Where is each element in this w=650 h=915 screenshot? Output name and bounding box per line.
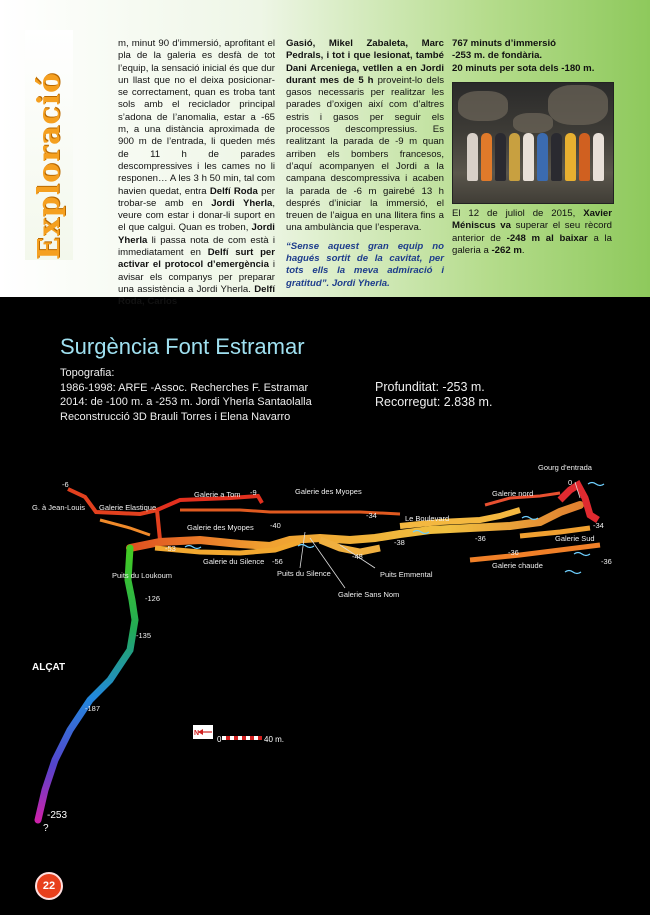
label-m40: -40 [270, 521, 281, 530]
label-myopes-1: Galerie des Myopes [295, 487, 362, 496]
text-column-3: 767 minuts d’immersió -253 m. de fondària. 20 minuts per sota dels -180 m. El 12 de juliol de 2015, Xavier Méniscus va superar el seu rècord anterior de -248 m al baixar a la galeria a -262 m. [452, 38, 613, 256]
scale-bar [193, 725, 284, 744]
label-puits-silence: Puits du Silence [277, 569, 331, 578]
label-m56: -56 [272, 557, 283, 566]
label-zero: 0 [568, 478, 573, 487]
text-column-2: Gasió, Mikel Zabaleta, Marc Pedrals, i tot i que lesionat, també Dani Arceniega, vetllen a en Jordi durant mes de 5 h proveint-lo dels gasos necessaris per realitzar les parades d’oxigen així com d’altres estris i gasos per seguir els processos descompressius. Es realitzant la parada de -9 m quan arriben els bombers francesos, d’aquí acompanyen el Jordi a la campana descompressiva i acaben la parada de -6 m gairebé 13 h després d’iniciar la immersió, el treuen de l’aigua en una llitera fins a una ambulància que l’esperava. “Sense aquest gran equip no hagués sortit de la cavitat, per tots ells la meva admiració i gratitud”. Jordi Yherla. [286, 38, 444, 289]
label-jean-louis: G. à Jean-Louis [32, 503, 85, 512]
label-m38: -38 [394, 538, 405, 547]
label-boulevard: Le Boulevard [405, 514, 450, 523]
label-question: ? [43, 823, 49, 834]
label-m9: -9 [250, 488, 257, 497]
north-arrow-label: N [194, 730, 200, 737]
label-sans-nom: Galerie Sans Nom [338, 590, 400, 599]
label-silence: Galerie du Silence [203, 557, 265, 566]
text-column-1: m, minut 90 d’immersió, aprofitant el pla de la galeria es desfà de tot l’equip, la sensació inicial és que dur un llast que no el deixa posicionar-se correctament, quan es troba tant sols amb el reciclador principal s’adona de l’anomalia, estar a -65 m, a una distància aproximada de 900 m de l’entrada, li queden més de 11 h de parades descompressives i les cames no li responen… A les 3 h 50 min, tal com havien quedat, entra Delfí Roda per trobar-se amb en Jordi Yherla, veure com estar i donar-li suport en el que calgui. Quan es troben, Jordi Yherla li passa nota de com està i immediatament en Delfí surt per activar el protocol d’emergència i avisar els companys per preparar una assistència a Jordi Yherla. Delfí Roda, Carlos [118, 38, 276, 308]
map-title: Surgència Font Estramar [60, 334, 305, 359]
section-label: Exploració [32, 71, 67, 260]
depth-stat: Profunditat: -253 m. [375, 380, 485, 394]
label-m48: -48 [352, 552, 363, 561]
label-m36c: -36 [601, 557, 612, 566]
label-nord: Galerie nord [492, 489, 534, 498]
label-m36b: -36 [508, 548, 519, 557]
label-m34b: -34 [593, 521, 604, 530]
label-emmental: Puits Emmental [380, 570, 433, 579]
label-m36a: -36 [475, 534, 486, 543]
label-myopes-2: Galerie des Myopes [187, 523, 254, 532]
deep-shaft-path [38, 548, 135, 820]
map-credits: Topografia: 1986-1998: ARFE -Assoc. Recherches F. Estramar 2014: de -100 m. a -253 m. Jordi Yherla Santaolalla Reconstrucció 3D Brauli Torres i Elena Navarro [60, 367, 312, 423]
branch-myopes [100, 520, 150, 535]
label-loukoum: Puits du Loukoum [112, 571, 173, 580]
label-chaude: Galerie chaude [492, 561, 543, 570]
label-m187: -187 [85, 704, 101, 713]
scale-zero: 0 [217, 735, 222, 744]
label-gourg: Gourg d'entrada [538, 463, 592, 472]
label-m135: -135 [136, 631, 152, 640]
label-tom: Galerie a Tom [194, 490, 241, 499]
label-m34a: -34 [366, 511, 377, 520]
scale-40: 40 m. [264, 735, 285, 744]
label-m53: -53 [165, 544, 176, 553]
page-number: 22 [35, 872, 63, 900]
length-stat: Recorregut: 2.838 m. [375, 395, 493, 409]
label-sud: Galerie Sud [555, 534, 595, 543]
label-m126: -126 [145, 594, 161, 603]
label-elastique: Galerie Elastique [99, 503, 157, 512]
label-m253: -253 [47, 810, 68, 821]
label-m6: -6 [62, 480, 69, 489]
pull-quote: “Sense aquest gran equip no hagués sortit de la cavitat, per tots ells la meva admiració i gratitud”. Jordi Yherla. [286, 240, 444, 289]
label-alcat: ALÇAT [32, 662, 66, 673]
